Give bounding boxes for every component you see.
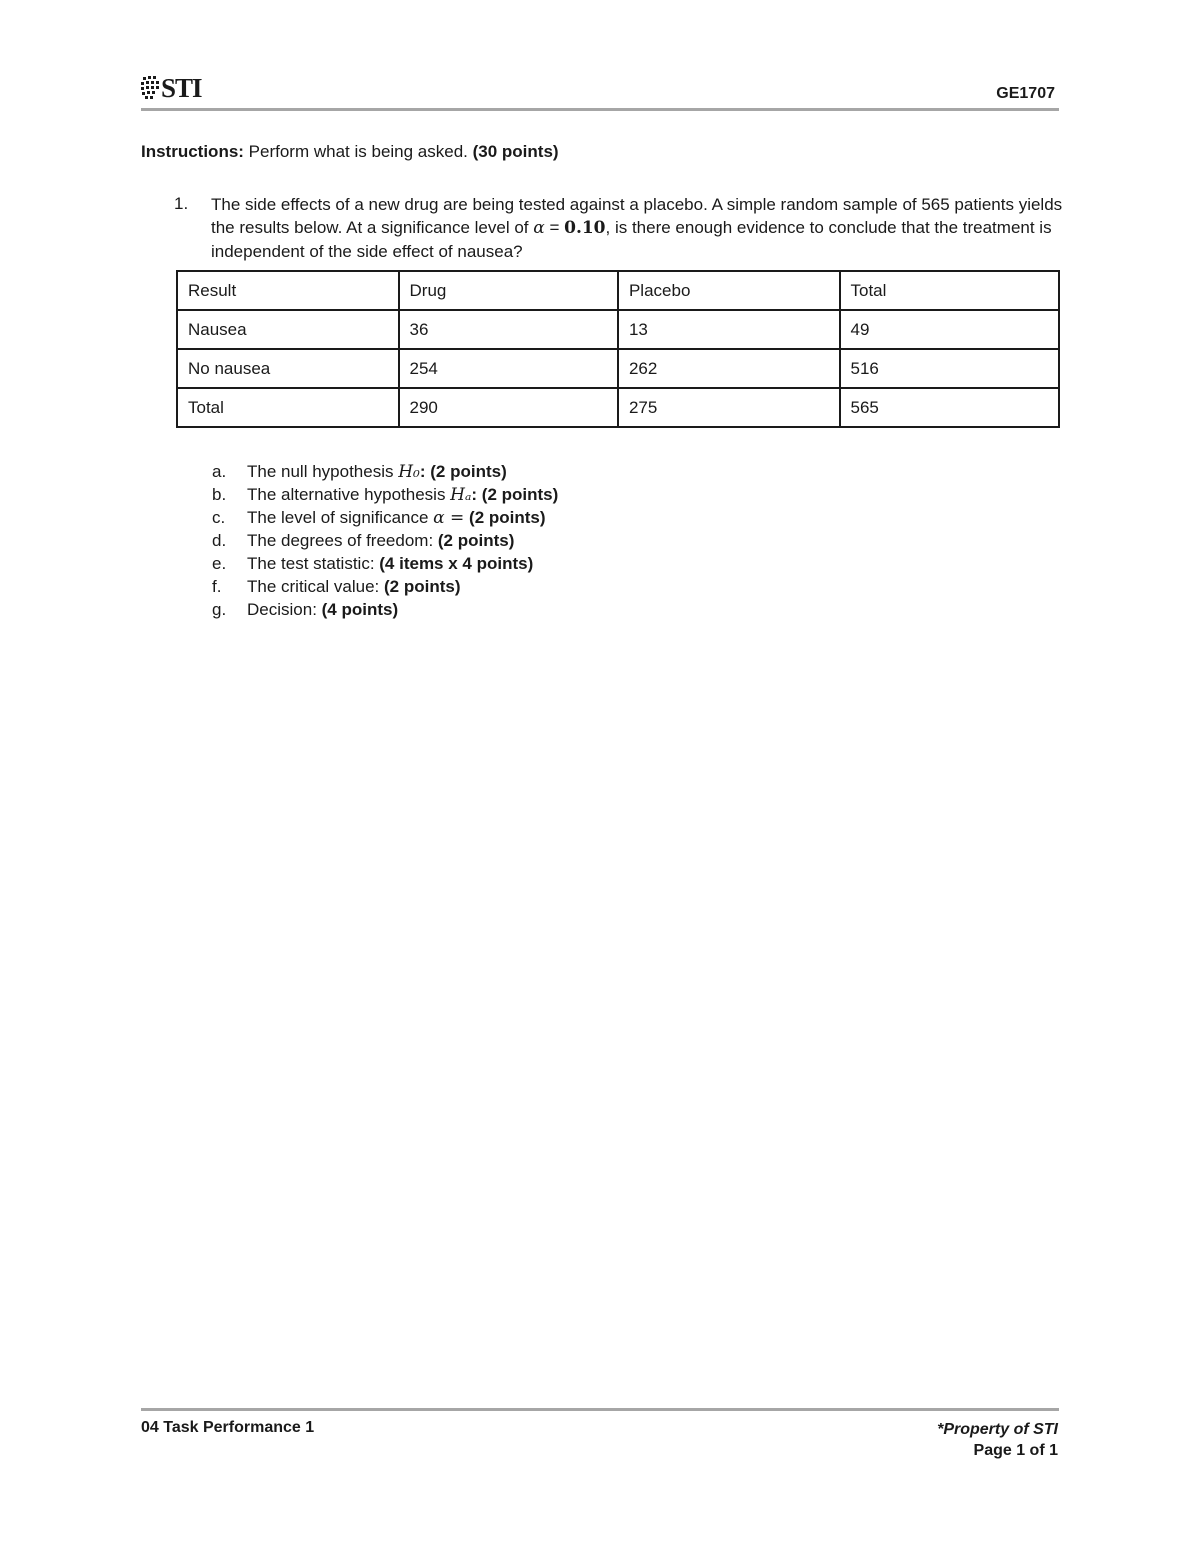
item-math: Hₐ [450,485,472,505]
item-letter: c. [212,508,226,527]
table-cell: No nausea [177,349,399,388]
item-text: The alternative hypothesis [247,485,451,504]
table-cell: 36 [399,310,618,349]
item-text: Decision: [247,600,322,619]
table-cell: 565 [840,388,1060,427]
equals-sign: = [544,218,565,237]
globe-icon [141,74,163,100]
item-points: (4 points) [321,600,399,619]
table-cell: 13 [618,310,840,349]
question-number: 1. [174,194,189,213]
item-suffix: : [471,485,482,504]
footer-divider [141,1408,1059,1411]
list-item [212,483,558,506]
item-text: The test statistic: [247,554,380,573]
table-row [177,388,1059,427]
list-item [212,529,558,552]
table-header-cell: Total [840,271,1060,310]
table-cell: 262 [618,349,840,388]
table-cell: 254 [399,349,618,388]
item-letter: d. [212,531,227,550]
instructions-text: Perform what is being asked. [243,142,473,161]
item-text: The level of significance [247,508,434,527]
table-row [177,349,1059,388]
item-math: α = [433,508,465,528]
item-points: (2 points) [430,462,507,481]
item-points: (2 points) [469,508,546,527]
item-letter: g. [212,600,227,619]
instructions [141,142,559,162]
table-row [177,310,1059,349]
table-cell: Nausea [177,310,399,349]
list-item [212,552,558,575]
item-points: (2 points) [481,485,559,504]
table-header-row [177,271,1059,310]
table-header-cell: Result [177,271,399,310]
item-text: The null hypothesis [247,462,399,481]
sti-logo [141,72,205,104]
item-text: The critical value: [247,577,384,596]
instructions-points: (30 points) [472,142,559,161]
alpha-value: 0.10 [564,218,606,238]
item-letter: b. [212,485,227,504]
header-divider [141,108,1059,111]
table-cell: 49 [840,310,1060,349]
item-math: H₀ [398,462,420,482]
table-cell: 275 [618,388,840,427]
table-cell: 290 [399,388,618,427]
item-points: (2 points) [384,577,461,596]
list-item [212,598,558,621]
property-notice: *Property of STI [937,1421,1058,1438]
list-item [212,460,558,483]
item-text: The degrees of freedom: [247,531,438,550]
question-text [211,193,1071,263]
item-letter: e. [212,554,227,573]
question-text-part1: The side effects of a new drug are being tested against a placebo. A simple random sample of 565 patients yields the results below. At a significance level of [211,195,1063,237]
sub-question-list [212,460,558,621]
logo-text: STI [161,73,202,103]
page-number: Page 1 of 1 [973,1442,1058,1459]
footer-title: 04 Task Performance 1 [141,1419,315,1436]
alpha-symbol: α [533,218,545,238]
list-item [212,506,558,529]
item-points: (2 points) [437,531,515,550]
item-suffix: : [419,462,431,481]
table-header-cell: Placebo [618,271,840,310]
instructions-label: Instructions: [141,142,244,161]
course-code: GE1707 [996,85,1055,102]
item-letter: a. [212,462,227,481]
contingency-table [176,270,1060,428]
list-item [212,575,558,598]
item-points: (4 items x 4 points) [379,554,534,573]
item-letter: f. [212,577,222,596]
footer-right [937,1419,1058,1461]
question-text-part2: , is there enough evidence to conclude that the treatment is independent of the side effect of nausea? [211,218,1052,261]
table-cell: 516 [840,349,1060,388]
table-cell: Total [177,388,399,427]
table-header-cell: Drug [399,271,618,310]
